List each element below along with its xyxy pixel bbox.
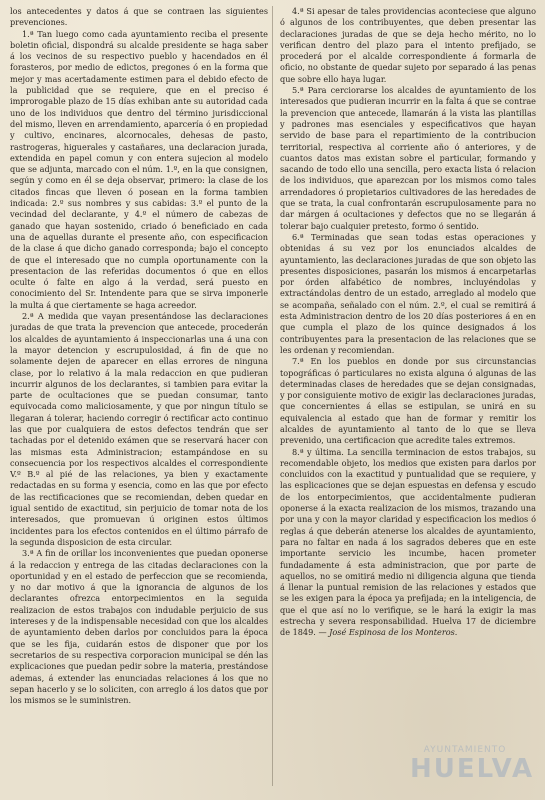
left-column [10, 6, 268, 786]
watermark-big-text: HUELVA [410, 754, 535, 784]
column-divider [272, 6, 273, 786]
watermark-small-text: AYUNTAMIENTO [423, 745, 507, 755]
paragraph-prevention-4: 4.ª Si apesar de tales providencias aconteciese que alguno ó algunos de los contribuyentes, que deben presentar las declaraciones juradas de que se deja hecho mérito, no lo verifican dentro del plazo para el intento prefijado, se procederá por el alcalde correspondiente á formarla de oficio, no obstante de quedar sujeto por separado á las penas que sobre ello haya lugar. [280, 6, 536, 84]
paragraph-prevention-8 [280, 447, 536, 639]
paragraph-prevention-2: 2.ª A medida que vayan presentándose las declaraciones juradas de que trata la prevencion que antecede, procederán los alcaldes de ayuntamiento á inspeccionarlas una á una con la mayor detencion y escrupulosidad, á fin de que no solamente dejen de aparecer en ellas errores de ninguna clase, por lo relativo á la mala redaccion en que pudieran incurrir algunos de los declarantes, si tambien para evitar la parte de ocultaciones que se puedan consumar, tanto equivocada como maliciosamente, y que por ningun título se llegaran á tolerar, haciendo corregir ó rectificar acto continuo las que por cualquiera de estos defectos tendrán que ser tachadas por el detenido exámen que se reservará hacer con las mismas esta Administracion; estampándose en su consecuencia por los respectivos alcaldes el correspondiente V.º B.º al pié de las relaciones, ya bien y exactamente redactadas en su forma y esencia, como en las que por efecto de las rectificaciones que se recomiendan, deben quedar en igual sentido de exactitud, sin perjuicio de tomar nota de los interesados, que promuevan ú originen estos últimos incidentes para los efectos contenidos en el último párrafo de la segunda disposicion de esta circular. [10, 311, 268, 547]
paragraph-prevention-7: 7.ª En los pueblos en donde por sus circunstancias topográficas ó particulares no exista alguna ó algunas de las determinadas clases de heredades que se dejan consignadas, y por consiguiente motivo de exigir las declaraciones juradas, que concernientes á ellas se estipulan, se unirá en su equivalencia al estado que han de formar y remitir los alcaldes de ayuntamiento al tanto de lo que se lleva prevenido, una certificacion que acredite tales extremos. [280, 356, 536, 446]
closing-text: 8.ª y última. La sencilla terminacion de estos trabajos, su recomendable objeto, los medios que existen para darlos por concluidos con la exactitud y puntualidad que se requiere, y las esplicaciones que se dejan espuestas en defensa y escudo de los entorpecimientos, que accidentalmente pudieran oponerse á la exacta realizacion de los mismos, trazando una por una y con la mayor claridad y especificacion los medios ó reglas á que deberán atenerse los alcaldes de ayuntamiento, para no faltar en nada á los sagrados deberes que en este importante servicio les incumbe, hacen prometer fundadamente á esta administracion, que por parte de aquellos, no se omitirá medio ni diligencia alguna que tienda á llenar la puntual remision de las relaciones y estados que se les exigen para la época ya prefijada; en la inteligencia, de que el que así no lo verifique, se le hará la exigir la mas estrecha y severa responsabilidad. Huelva 17 de diciembre de 1849. [280, 446, 536, 638]
paragraph-prevention-6: 6.ª Terminadas que sean todas estas operaciones y obtenidas á su vez por los enunciados alcaldes de ayuntamiento, las declaraciones juradas de que son objeto las presentes disposiciones, pasarán los mismos á encarpetarlas por órden alfabético de nombres, incluyéndolas y extractándolas dentro de un estado, arreglado al modelo que se acompaña, señalado con el núm. 2.º, el cual se remitirá á esta Administracion dentro de los 20 días posteriores á en en que cumpla el plazo de los quince designados á los contribuyentes para la presentacion de las relaciones que se les ordenan y recomiendan. [280, 231, 536, 355]
right-column [280, 6, 536, 786]
signature-name: José Espinosa de los Monteros. [329, 627, 458, 638]
paragraph-intro: los antecedentes y datos á que se contraen las siguientes prevenciones. [10, 6, 268, 28]
signature-dash: — [315, 627, 330, 638]
paragraph-prevention-1: 1.ª Tan luego como cada ayuntamiento reciba el presente boletin oficial, dispondrá su alcalde presidente se haga saber á los vecinos de su respectivo pueblo y hacendados en él forasteros, por medio de edictos, pregones ó en la forma que mejor y mas acertadamente estimen para el debido efecto de la publicidad que se requiere, que en el preciso é improrogable plazo de 15 días exhiban ante su autoridad cada uno de los individuos que dentro del término jurisdiccional del mismo, lleven en arrendamiento, aparcería ó en propiedad y cultivo, encinares, alcornocales, dehesas de pasto, rastrogeras, higuerales y castañares, una declaracion jurada, extendida en papel comun y con entera sujecion al modelo que se adjunta, marcado con el núm. 1.º, en la que consignen, según y como en él se deja observar, primero: la clase de los citados fincas que lleven ó posean en la forma tambien indicada: 2.º sus nombres y sus cabidas: 3.º el punto de la vecindad del declarante, y 4.º el número de cabezas de ganado que hayan sostenido, criado ó beneficiado en cada una de aquellas durante el presente año, con especificacion de la clase á que dicho ganado corresponda; bajo el concepto de que el interesado que no cumpla oportunamente con la presentacion de las referidas documentos ó que en ellos oculte ó falte en algo á la verdad, será puesto en conocimiento del Sr. Intendente para que se sirva imponerle la multa á que ciertamente se haga acreedor. [10, 28, 268, 310]
paragraph-prevention-3: 3.ª A fin de orillar los inconvenientes que puedan oponerse á la redaccion y entrega de las citadas declaraciones con la oportunidad y en el estado de perfeccion que se recomienda, y no dar motivo á que la ignorancia de algunos de los declarantes ofrezca entorpecimientos en la seguida realizacion de estos trabajos con indudable perjuicio de sus intereses y de la indispensable necesidad con que los alcaldes de ayuntamiento deben darlos por concluidos para la época que se les fija, cuidarán estos de disponer que por los secretarios de su respectiva corporacion municipal se dén las explicaciones que puedan pedir sobre la materia, prestándose ademas, á extender las enunciadas relaciones á los que no sepan hacerlo y se lo soliciten, con arreglo á los datos que por los mismos se le suministren. [10, 548, 268, 706]
paragraph-prevention-5: 5.ª Para cerciorarse los alcaldes de ayuntamiento de los interesados que pudieran incurrir en la falta á que se contrae la prevencion que antecede, llamarán á la vista las plantillas y padrones mas esenciales y especificativos que hayan servido de base para el repartimiento de la contribucion territorial, respectiva al corriente año ó anteriores, y de cuantos datos mas existan sobre el particular, formando y sacando de todo ello una sencilla, pero exacta lista ó relacion de los individuos, que aparezcan por los mismos como tales arrendadores ó propietarios cultivadores de las heredades de que se trata, la cual confrontarán escrupulosamente para no dar márgen á ocultaciones y defectos que no se llegarán á tolerar bajo cualquier pretesto, formo ó sentido. [280, 85, 536, 231]
